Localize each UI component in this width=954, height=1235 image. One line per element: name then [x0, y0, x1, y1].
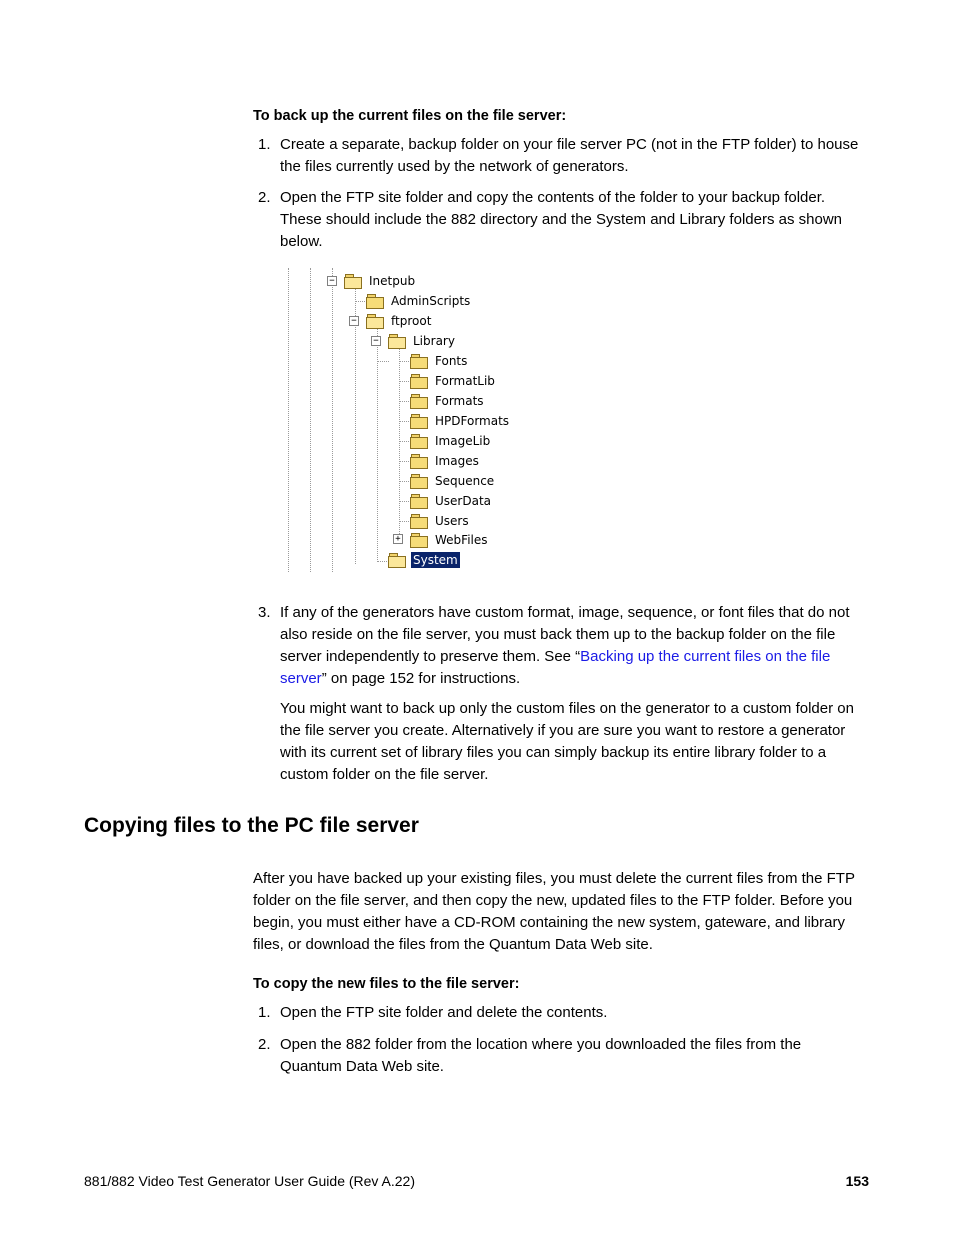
tree-node-label: FormatLib [435, 374, 495, 388]
tree-node-adminscripts[interactable] [366, 291, 472, 311]
procedure-heading-copy: To copy the new files to the file server: [253, 976, 520, 992]
collapse-icon[interactable]: − [349, 316, 359, 326]
step-number: 2. [258, 189, 271, 206]
tree-node-ftproot[interactable] [366, 311, 433, 331]
tree-node-label: Images [435, 454, 479, 468]
step-text: Create a separate, backup folder on your file server PC (not in the FTP folder) to house the files currently used by the network of generators. [280, 136, 859, 175]
tree-node-userdata[interactable] [410, 491, 493, 511]
folder-icon [410, 354, 428, 368]
folder-icon [344, 274, 362, 288]
step-text-part: If any of the generators have custom format, image, sequence, or font files that do not also reside on the file server, you must back them up to the backup folder on the file server independently to preserve them. See “ [280, 604, 850, 665]
tree-node-images[interactable] [410, 451, 481, 471]
tree-node-label: ftproot [391, 314, 432, 328]
step-text: Open the 882 folder from the location where you downloaded the files from the Quantum Data Web site. [280, 1036, 802, 1075]
tree-node-label: UserData [435, 494, 492, 508]
step-text: Open the FTP site folder and copy the contents of the folder to your backup folder. These should include the 882 directory and the System and Library folders as shown below. [280, 189, 842, 250]
step-text [280, 602, 870, 690]
folder-icon [410, 454, 428, 468]
folder-icon [410, 533, 428, 547]
collapse-icon[interactable]: − [371, 336, 381, 346]
tree-node-label: Library [413, 334, 455, 348]
procedure-heading-backup: To back up the current files on the file server: [253, 108, 567, 124]
tree-node-label: WebFiles [435, 533, 488, 547]
tree-node-formats[interactable] [410, 391, 486, 411]
folder-tree-screenshot [286, 268, 526, 574]
folder-icon [410, 374, 428, 388]
folder-icon [410, 494, 428, 508]
collapse-icon[interactable]: − [327, 276, 337, 286]
section-heading: Copying files to the PC file server [84, 814, 419, 837]
folder-icon [366, 294, 384, 308]
tree-node-label-selected: System [413, 553, 458, 567]
tree-node-sequence[interactable] [410, 471, 496, 491]
folder-icon [388, 553, 406, 567]
folder-icon [410, 394, 428, 408]
page-number: 153 [845, 1173, 869, 1189]
tree-node-imagelib[interactable] [410, 431, 492, 451]
tree-node-label: ImageLib [435, 434, 491, 448]
note-paragraph: You might want to back up only the custom files on the generator to a custom folder on the file server you create. Alternatively if you are sure you want to restore a generator with its current set of library files you can simply backup its entire library folder to a custom folder on the file server. [280, 700, 854, 783]
step-number: 2. [258, 1036, 271, 1053]
tree-node-inetpub[interactable] [344, 271, 417, 291]
tree-node-webfiles[interactable] [410, 530, 490, 550]
tree-node-fonts[interactable] [410, 351, 469, 371]
folder-icon [410, 474, 428, 488]
expand-icon[interactable]: + [393, 534, 403, 544]
tree-node-users[interactable] [410, 511, 471, 531]
step-number: 1. [258, 136, 271, 153]
tree-node-hpdformats[interactable] [410, 411, 511, 431]
cross-reference-link[interactable]: Backing up the current files on the file server [280, 648, 831, 687]
tree-node-label: Users [435, 514, 469, 528]
folder-icon [366, 314, 384, 328]
folder-icon [410, 514, 428, 528]
step-text-part: ” on page 152 for instructions. [321, 670, 521, 687]
footer-title: 881/882 Video Test Generator User Guide (Rev A.22) [84, 1173, 416, 1189]
tree-node-system[interactable] [388, 550, 460, 570]
tree-node-formatlib[interactable] [410, 371, 497, 391]
folder-icon [410, 434, 428, 448]
step-text: Open the FTP site folder and delete the contents. [280, 1004, 608, 1021]
tree-node-label: AdminScripts [391, 294, 471, 308]
tree-node-label: Fonts [435, 354, 468, 368]
tree-node-label: HPDFormats [435, 414, 510, 428]
intro-paragraph: After you have backed up your existing files, you must delete the current files from the FTP folder on the file server, and then copy the new, updated files to the FTP folder. Before you begin, you must either have a CD-ROM containing the new system, gateware, and library files, or download the files from the Quantum Data Web site. [253, 870, 855, 953]
folder-icon [388, 334, 406, 348]
folder-icon [410, 414, 428, 428]
tree-node-label: Inetpub [369, 274, 416, 288]
tree-node-library[interactable] [388, 331, 457, 351]
tree-node-label: Sequence [435, 474, 495, 488]
tree-node-label: Formats [435, 394, 484, 408]
step-number: 1. [258, 1004, 271, 1021]
step-number: 3. [258, 604, 271, 621]
